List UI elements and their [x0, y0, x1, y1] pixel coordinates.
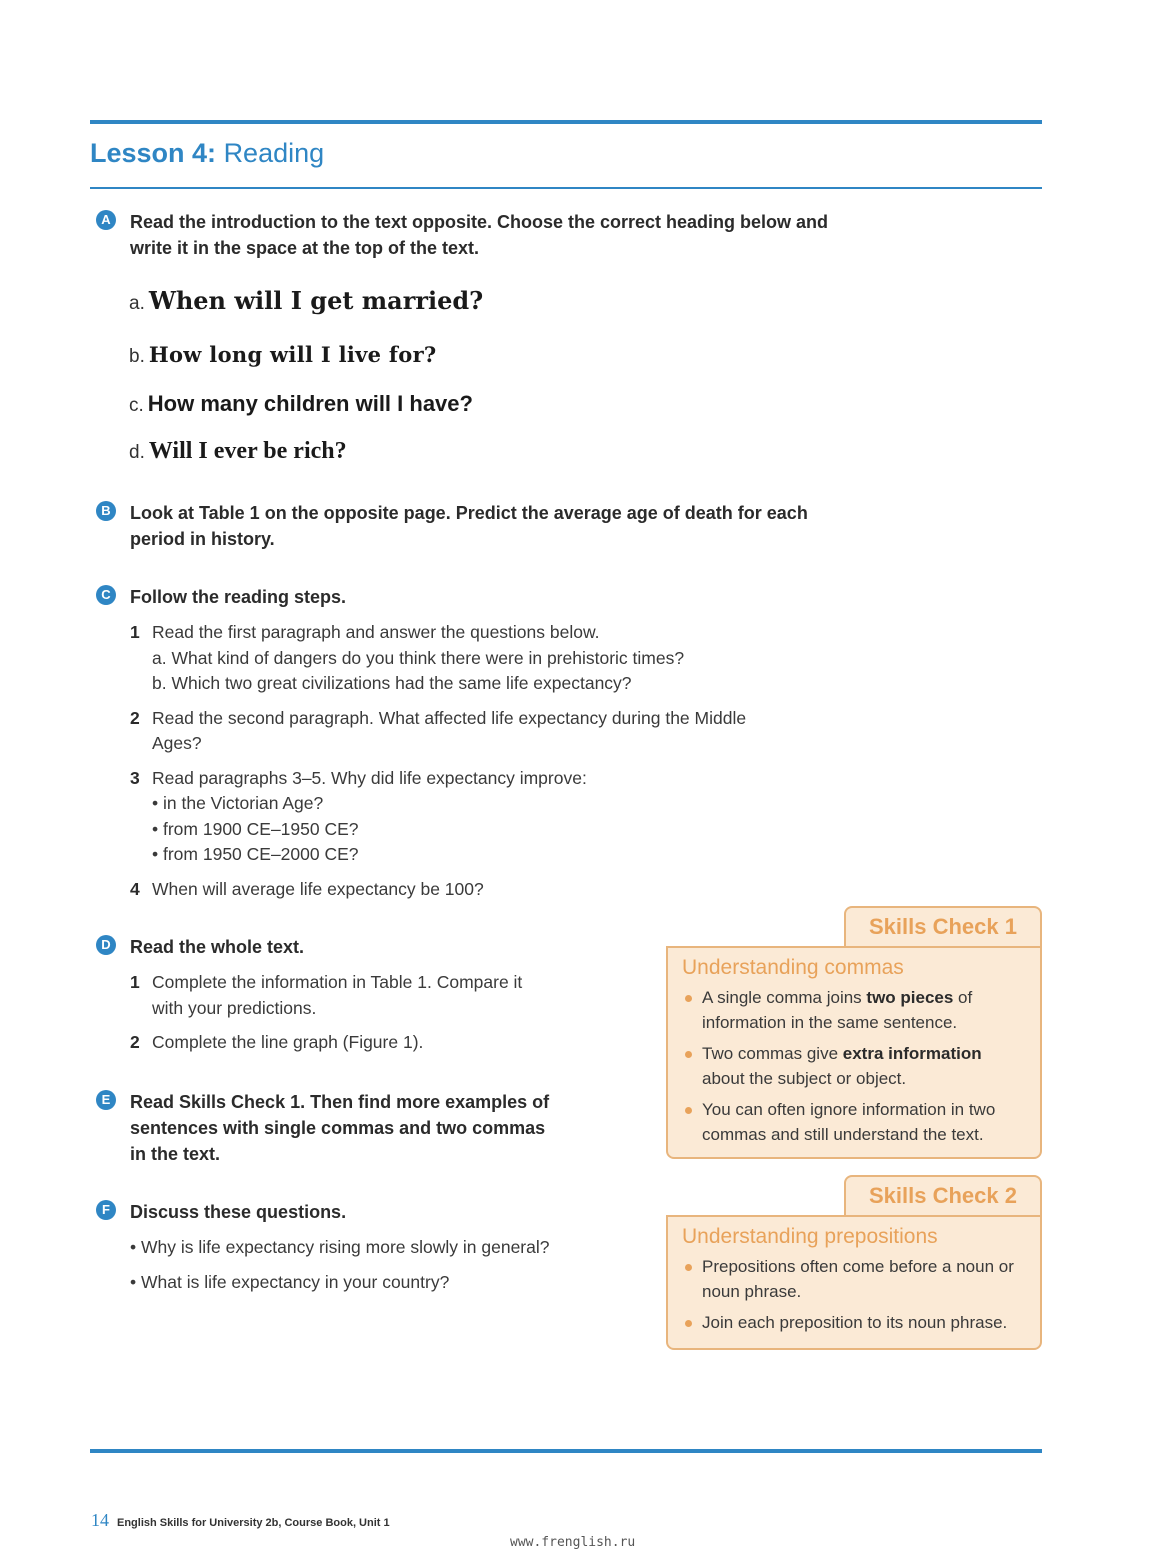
skills-check-item: Join each preposition to its noun phrase.: [682, 1311, 1026, 1336]
skills-check-1-box: [666, 946, 1042, 1159]
choice-text: Will I ever be rich?: [148, 438, 347, 464]
section-d: [96, 934, 596, 1065]
instruction-b: Look at Table 1 on the opposite page. Predict the average age of death for each period in history.: [130, 503, 808, 549]
skills-check-1-tab: Skills Check 1: [844, 906, 1042, 948]
badge-f: F: [96, 1200, 116, 1220]
step-number: 1: [130, 972, 140, 992]
skills-check-1-list: [682, 986, 1026, 1147]
item-emphasis: two pieces: [866, 988, 954, 1007]
step-item: [130, 1030, 550, 1056]
badge-a: A: [96, 210, 116, 230]
watermark: www.frenglish.ru: [510, 1535, 636, 1550]
step-text: • in the Victorian Age?: [152, 793, 324, 813]
section-a: [96, 209, 856, 261]
header-bottom-rule: [90, 187, 1042, 189]
step-item: [130, 877, 856, 903]
choice-a: [129, 286, 483, 315]
step-text: Complete the information in Table 1. Compare it with your predictions.: [152, 972, 523, 1018]
badge-d: D: [96, 935, 116, 955]
skills-check-1-heading: Understanding commas: [682, 956, 904, 979]
discussion-questions: [130, 1235, 616, 1295]
choice-letter: a.: [129, 293, 145, 314]
step-text: Read the first paragraph and answer the questions below.: [152, 622, 600, 642]
choice-text: How many children will I have?: [147, 391, 473, 416]
skills-check-2-heading: Understanding prepositions: [682, 1225, 938, 1248]
question-item: • What is life expectancy in your country?: [130, 1271, 450, 1292]
choice-b: [129, 342, 437, 368]
section-e: [96, 1089, 566, 1167]
step-item: [130, 766, 856, 868]
step-item: [130, 620, 856, 697]
step-text: b. Which two great civilizations had the same life expectancy?: [152, 673, 632, 693]
choice-text: When will I get married?: [148, 286, 484, 315]
choice-letter: d.: [129, 442, 145, 463]
instruction-c: Follow the reading steps.: [130, 587, 347, 607]
badge-c: C: [96, 585, 116, 605]
step-text: When will average life expectancy be 100?: [152, 878, 484, 899]
header-top-rule: [90, 120, 1042, 124]
skills-check-item: [682, 986, 1026, 1035]
step-text: Complete the line graph (Figure 1).: [152, 1032, 424, 1052]
skills-check-item: Prepositions often come before a noun or noun phrase.: [682, 1255, 1026, 1304]
footer-rule: [90, 1449, 1042, 1453]
choice-letter: c.: [129, 395, 144, 416]
choice-letter: b.: [129, 346, 145, 367]
item-emphasis: extra information: [842, 1044, 982, 1063]
item-text: A single comma joins: [702, 988, 867, 1007]
step-number: 2: [130, 707, 140, 728]
step-text: a. What kind of dangers do you think there were in prehistoric times?: [152, 647, 685, 668]
step-text: Read the second paragraph. What affected life expectancy during the Middle Ages?: [152, 707, 747, 753]
choice-d: [129, 438, 347, 465]
choice-c: [129, 391, 473, 417]
step-number: 1: [130, 622, 140, 642]
instruction-f: Discuss these questions.: [130, 1202, 347, 1222]
instruction-e: Read Skills Check 1. Then find more examples of sentences with single commas and two commas in the text.: [130, 1092, 550, 1164]
item-text: about the subject or object.: [702, 1068, 907, 1088]
page-footer: [91, 1510, 390, 1531]
section-b: [96, 500, 856, 552]
badge-b: B: [96, 501, 116, 521]
step-item: [130, 706, 856, 757]
skills-check-item: [682, 1042, 1026, 1091]
step-text: Read paragraphs 3–5. Why did life expectancy improve:: [152, 767, 587, 788]
step-number: 4: [130, 878, 140, 899]
question-item: • Why is life expectancy rising more slowly in general?: [130, 1237, 550, 1257]
step-item: [130, 970, 550, 1021]
reading-steps: [130, 620, 856, 902]
whole-text-steps: [130, 970, 550, 1056]
badge-e: E: [96, 1090, 116, 1110]
step-number: 3: [130, 767, 140, 788]
skills-check-2-tab: Skills Check 2: [844, 1175, 1042, 1217]
instruction-d: Read the whole text.: [130, 937, 305, 957]
lesson-label: Lesson 4:: [90, 138, 217, 168]
section-f: [96, 1199, 616, 1304]
item-text: You can often ignore information in two commas and still understand the text.: [702, 1100, 996, 1144]
instruction-a: Read the introduction to the text opposite. Choose the correct heading below and write it in the space at the top of the text.: [130, 212, 829, 258]
skills-check-item: [682, 1098, 1026, 1147]
step-number: 2: [130, 1032, 140, 1052]
skills-check-2-list: [682, 1255, 1026, 1336]
item-text: Two commas give: [702, 1044, 843, 1063]
step-text: • from 1900 CE–1950 CE?: [152, 818, 359, 839]
choice-text: How long will I live for?: [148, 342, 437, 367]
book-title: English Skills for University 2b, Course Book, Unit 1: [117, 1517, 390, 1529]
page-number: 14: [91, 1510, 109, 1530]
page-title: [90, 138, 324, 169]
item-text: of information in the same sentence.: [702, 988, 973, 1032]
skills-check-2-box: [666, 1215, 1042, 1350]
lesson-name: Reading: [223, 138, 325, 168]
step-text: • from 1950 CE–2000 CE?: [152, 844, 359, 864]
section-c: [96, 584, 856, 911]
